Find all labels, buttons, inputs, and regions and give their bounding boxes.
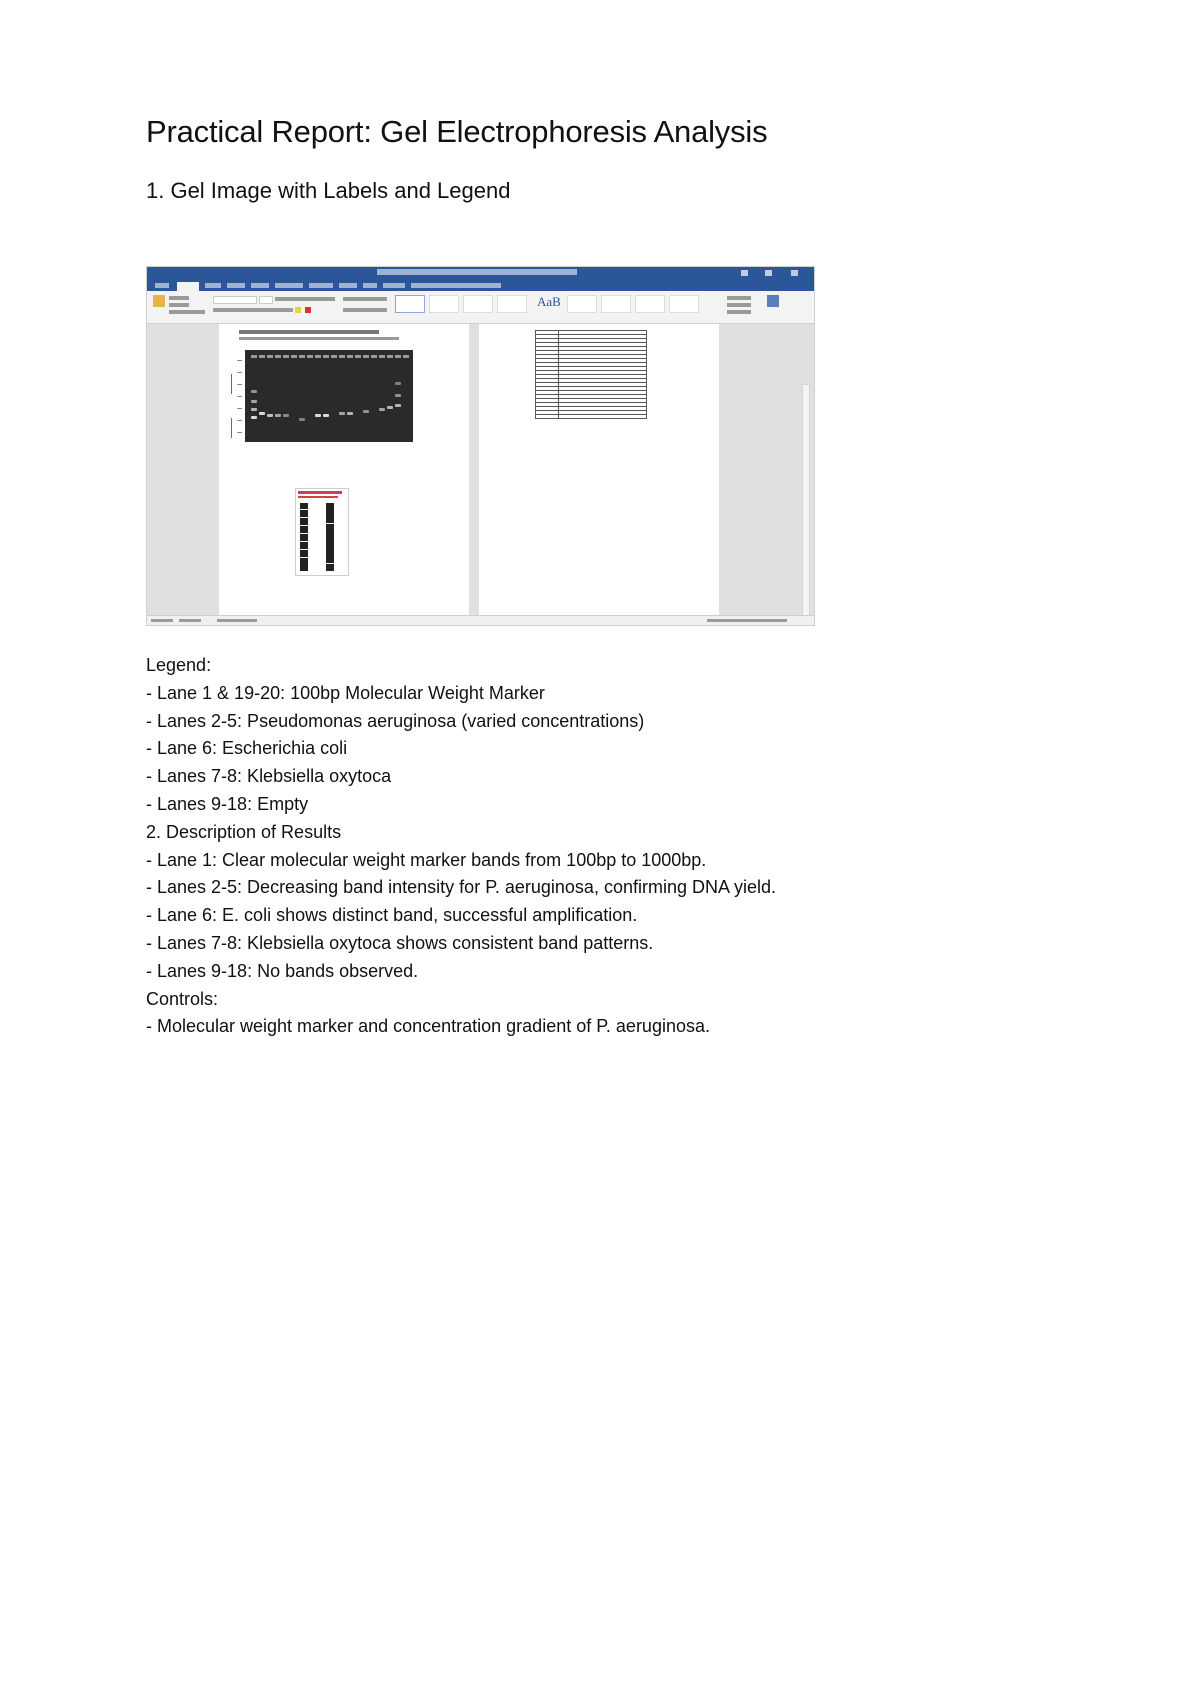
tell-me-box [411,283,501,288]
style-subtitle [567,295,597,313]
lane-numbers [239,337,399,340]
tab-layout [251,283,269,288]
results-item: - Lanes 7-8: Klebsiella oxytoca shows consistent band patterns. [146,932,654,953]
vertical-scrollbar [802,384,810,616]
tab-home [177,282,199,291]
close-icon [791,270,798,276]
tab-view [363,283,377,288]
font-color-icon [305,307,311,313]
document-area [147,324,814,616]
style-intense [635,295,665,313]
style-normal [395,295,425,313]
legend-item: - Lane 1 & 19-20: 100bp Molecular Weight Marker [146,682,545,703]
legend-item: - Lane 6: Escherichia coli [146,738,348,759]
window-title-text [377,269,577,275]
ribbon-home [147,291,814,324]
legend-item: - Lanes 7-8: Klebsiella oxytoca [146,766,392,787]
results-item: - Lanes 2-5: Decreasing band intensity for P. aeruginosa, confirming DNA yield. [146,877,777,898]
replace-button [727,303,751,307]
document-page-right [479,324,719,616]
legend-item: - Lanes 2-5: Pseudomonas aeruginosa (varied concentrations) [146,710,645,731]
report-text [146,652,1046,1041]
tab-insert [205,283,221,288]
share-icon [767,295,779,307]
tab-review [339,283,357,288]
tab-acrobat [383,283,405,288]
find-button [727,296,751,300]
gel-caption [239,330,379,334]
highlight-icon [295,307,301,313]
section-heading-gel-image: 1. Gel Image with Labels and Legend [146,178,511,203]
sample-table [535,330,647,419]
legend-item: - Lanes 9-18: Empty [146,793,309,814]
page-title: Practical Report: Gel Electrophoresis Analysis [146,114,768,149]
font-size-box [259,296,273,304]
results-heading: 2. Description of Results [146,821,342,842]
minimize-icon [741,270,748,276]
style-emphasis [601,295,631,313]
word-status-bar [147,615,814,625]
maximize-icon [765,270,772,276]
legend-heading: Legend: [146,655,212,675]
tab-references [275,283,303,288]
zoom-slider [707,619,787,622]
controls-heading: Controls: [146,988,219,1009]
controls-item: - Molecular weight marker and concentration gradient of P. aeruginosa. [146,1016,710,1037]
results-item: - Lane 6: E. coli shows distinct band, successful amplification. [146,905,638,926]
ribbon-tabs [147,281,814,291]
gel-image-screenshot [146,266,815,626]
tab-design [227,283,245,288]
results-item: - Lane 1: Clear molecular weight marker bands from 100bp to 1000bp. [146,849,707,870]
font-name-box [213,296,257,304]
style-heading-1 [463,295,493,313]
gel-photo [245,350,413,442]
select-button [727,310,751,314]
paste-icon [153,295,165,307]
style-no-spacing [429,295,459,313]
ladder-reference-image [295,488,349,576]
document-page-left [219,324,469,616]
results-item: - Lanes 9-18: No bands observed. [146,960,419,981]
style-heading-2 [497,295,527,313]
tab-file [155,283,169,288]
word-title-bar [147,267,814,281]
style-strong [669,295,699,313]
tab-mailings [309,283,333,288]
style-title-glyph: AaB [537,294,561,309]
